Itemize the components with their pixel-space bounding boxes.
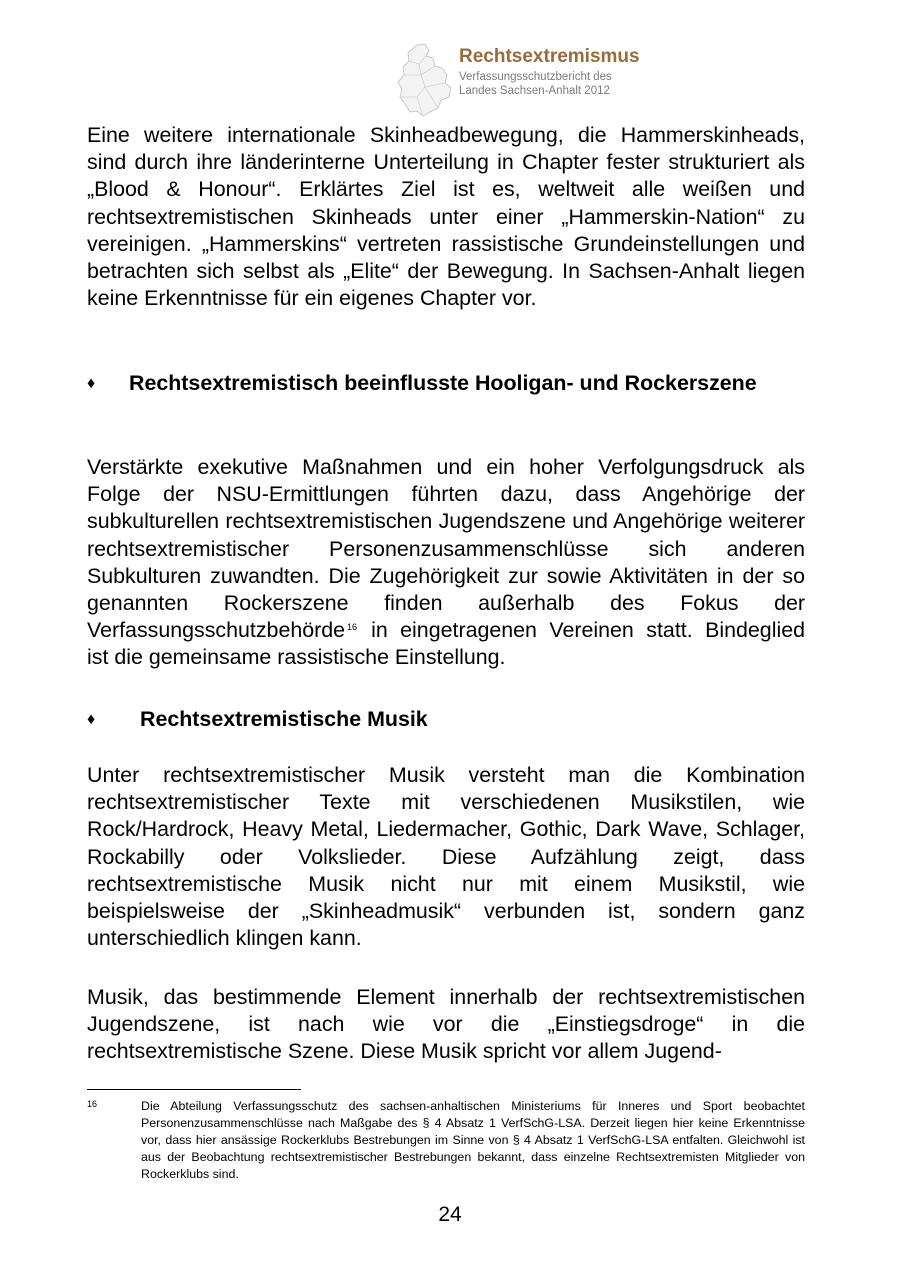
page-number: 24 (438, 1203, 462, 1226)
paragraph-text: Unter rechtsextremistischer Musik versteht man die Kombination rechtsextremistischer Texte mit verschiedenen Musikstilen, wie Rock/Hardrock, Heavy Metal, Liedermacher, Gothic, Dark Wave, Schlager, Rockabilly oder Volkslieder. Diese Aufzählung zeigt, dass rechtsextremistische Musik nicht nur mit einem Musikstil, wie beispielsweise der „Skinheadmusik“ verbunden ist, sondern ganz unterschiedlich klingen kann. (87, 763, 805, 951)
footnote-separator (87, 1089, 301, 1090)
heading-text: Rechtsextremistisch beeinflusste Hooligan- und Rockerszene (129, 371, 757, 395)
saxony-anhalt-map-icon (395, 42, 457, 118)
paragraph-music-definition (87, 762, 805, 952)
paragraph-text (87, 454, 805, 672)
header-title: Rechtsextremismus (459, 46, 640, 67)
paragraph-text: Eine weitere internationale Skinheadbewegung, die Hammerskinheads, sind durch ihre länderinterne Unterteilung in Chapter fester strukturiert als „Blood & Honour“. Erklärtes Ziel ist es, weltweit alle weißen und rechtsextremistischen Skinheads unter einer „Hammerskin-Nation“ zu vereinigen. „Hammerskins“ vertreten rassistische Grundeinstellungen und betrachten sich selbst als „Elite“ der Bewegung. In Sachsen-Anhalt liegen keine Erkenntnisse für ein eigenes Chapter vor. (87, 123, 805, 311)
paragraph-music-role (87, 984, 805, 1066)
footnote-reference[interactable]: 16 (347, 622, 358, 633)
heading-text: Rechtsextremistische Musik (140, 707, 428, 731)
paragraph-hammerskins (87, 122, 805, 312)
page-header (395, 42, 715, 122)
header-subtitle-line1: Verfassungsschutzbericht des (459, 71, 612, 83)
footnote-number: 16 (87, 1099, 98, 1109)
paragraph-text-part1: Verstärkte exekutive Maßnahmen und ein hoher Verfolgungsdruck als Folge der NSU-Ermittlungen führten dazu, dass Angehörige der subkulturellen rechtsextremistischen Jugendszene und Angehörige weiterer rechtsextremistischer Personenzusammenschlüsse sich anderen Subkulturen zuwandten. Die Zugehörigkeit zur sowie Aktivitäten in der so genannten Rockerszene finden außerhalb des Fokus der Verfassungsschutzbehörde (87, 455, 805, 643)
diamond-bullet-icon: ♦ (87, 711, 96, 728)
paragraph-text-part2: in eingetragenen Vereinen statt. Bindeglied ist die gemeinsame rassistische Einstellung. (87, 618, 805, 670)
paragraph-text: Musik, das bestimmende Element innerhalb der rechtsextremistischen Jugendszene, ist nach wie vor die „Einstiegsdroge“ in die rechtsextremistische Szene. Diese Musik spricht vor allem Jugend- (87, 985, 805, 1064)
footnote-text: Die Abteilung Verfassungsschutz des sachsen-anhaltischen Ministeriums für Inneres und Sport beobachtet Personenzusammenschlüsse nach Maßgabe des § 4 Absatz 1 VerfSchG-LSA. Derzeit liegen hier keine Erkenntnisse vor, dass hier ansässige Rockerklubs Bestrebungen im Sinne von § 4 Absatz 1 VerfSchG-LSA entfalten. Gleichwohl ist aus der Beobachtung rechtsextremistischer Bestrebungen bekannt, dass einzelne Rechtsextremisten Mitglieder von Rockerklubs sind. (141, 1099, 805, 1181)
diamond-bullet-icon: ♦ (87, 375, 96, 392)
header-subtitle-line2: Landes Sachsen-Anhalt 2012 (459, 85, 610, 97)
paragraph-rocker-scene (87, 454, 805, 672)
